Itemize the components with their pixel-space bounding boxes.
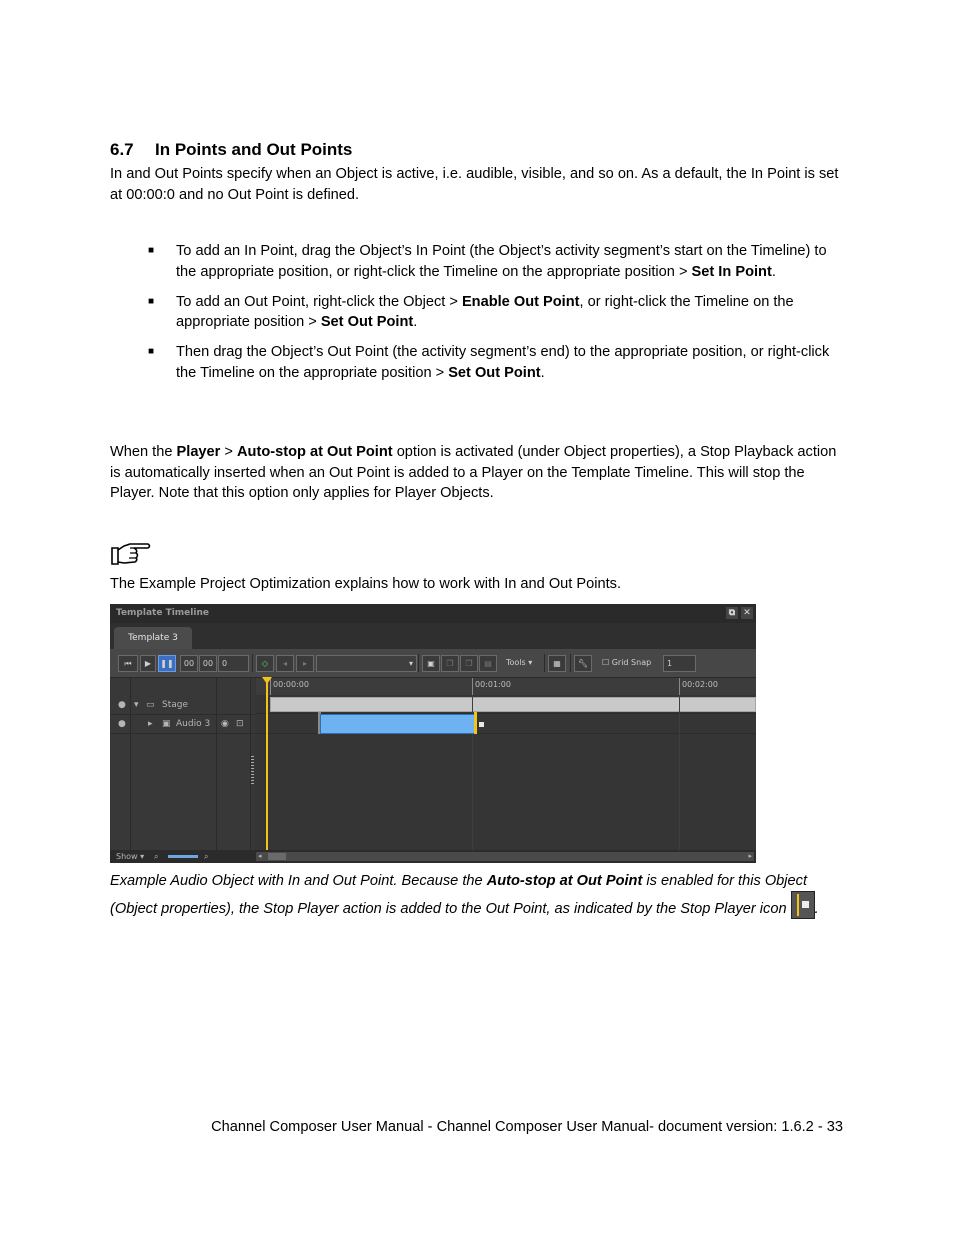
keyframe-dropdown[interactable]: ▾ <box>316 655 417 672</box>
time-field-2[interactable]: 00 <box>199 655 217 672</box>
audio-segment[interactable] <box>320 714 476 734</box>
monitor-icon: ▭ <box>146 700 155 710</box>
rewind-icon[interactable]: ⏮ <box>118 655 138 672</box>
bullet-mark: ■ <box>148 245 155 256</box>
figure-caption: Example Audio Object with In and Out Point. Because the Auto-stop at Out Point is enabled for this Object (Object properties), the Stop Player action is added to the Out Point, as indicated by the Stop Player icon . <box>110 873 819 917</box>
playhead[interactable] <box>266 678 268 850</box>
pointing-hand-icon <box>110 540 152 568</box>
ruler-tick: 00:00:00 <box>270 678 309 695</box>
grid-snap-value[interactable]: 1 <box>663 655 696 672</box>
close-icon[interactable]: ✕ <box>741 607 753 619</box>
layer-label: Audio 3 <box>176 719 211 729</box>
menu-command: Set In Point <box>691 263 772 280</box>
scroll-right-icon[interactable]: ▸ <box>748 852 752 860</box>
layer-row-audio[interactable] <box>110 715 255 734</box>
bullet-mark: ■ <box>148 295 155 307</box>
film-icon[interactable]: ▦ <box>548 655 566 672</box>
collapse-arrow-icon[interactable]: ▸ <box>148 719 153 729</box>
next-keyframe-icon[interactable]: ▸ <box>296 655 314 672</box>
paste-icon[interactable]: ❐ <box>460 655 478 672</box>
layer-list <box>110 678 255 850</box>
panel-title: Template Timeline <box>116 608 209 618</box>
add-keyframe-icon[interactable]: ◇ <box>256 655 274 672</box>
timeline-footer <box>110 850 756 863</box>
time-field-3[interactable]: 0 <box>218 655 249 672</box>
audio-file-icon: ▣ <box>162 719 171 729</box>
section-title: In Points and Out Points <box>155 140 353 159</box>
zoom-out-icon[interactable]: ⌕ <box>154 852 159 861</box>
layer-row-stage[interactable] <box>110 696 255 715</box>
list-item: ■ To add an In Point, drag the Object’s In Point (the Object’s activity segment’s start on the Timeline) to the appropriate position, or right-click the Timeline on the appropriate position > Set In Point. <box>148 243 827 280</box>
bullet-mark: ■ <box>148 346 155 357</box>
layer-label: Stage <box>162 700 189 710</box>
splitter-handle[interactable] <box>251 756 254 786</box>
tab-template-3[interactable]: Template 3 <box>114 627 192 649</box>
autostop-paragraph: When the Player > Auto-stop at Out Point option is activated (under Object properties), a Stop Playback action is automatically inserted when an Out Point is added to a Player on the Template Timeline. This will stop the Player. Note that this option only applies for Player Objects. <box>110 444 837 501</box>
stop-player-icon <box>791 891 815 919</box>
zoom-slider[interactable] <box>168 855 198 858</box>
out-point-handle[interactable] <box>474 712 477 734</box>
stop-player-icon <box>479 722 484 727</box>
bullet-list <box>148 241 848 393</box>
pause-icon[interactable]: ❚❚ <box>158 655 176 672</box>
eye-icon[interactable]: ◉ <box>221 719 229 729</box>
timeline-toolbar <box>110 649 756 678</box>
time-field-1[interactable]: 00 <box>180 655 198 672</box>
intro-paragraph: In and Out Points specify when an Object is active, i.e. audible, visible, and so on. As a default, the In Point is set at 00:00:0 and no Out Point is defined. <box>110 166 839 203</box>
align-icon[interactable]: ▣ <box>422 655 440 672</box>
scroll-thumb[interactable] <box>268 853 286 860</box>
zoom-in-icon[interactable]: ⌕ <box>204 852 209 861</box>
section-heading <box>110 140 352 160</box>
list-item: ■ To add an Out Point, right-click the Object > Enable Out Point, or right-click the Timeline on the appropriate position > Set Out Point. <box>148 293 794 330</box>
visibility-dot-icon[interactable]: ● <box>118 700 126 710</box>
show-menu[interactable]: Show ▾ <box>116 852 145 861</box>
prev-keyframe-icon[interactable]: ◂ <box>276 655 294 672</box>
grid-snap-toggle[interactable]: ☐ Grid Snap <box>602 658 652 667</box>
ruler-tick: 00:01:00 <box>472 678 511 695</box>
page-footer: Channel Composer User Manual - Channel Composer User Manual- document version: 1.6.2 - 33 <box>211 1119 843 1135</box>
panel-titlebar <box>110 604 756 623</box>
wrench-icon[interactable]: 🔧︎ <box>574 655 592 672</box>
ruler-tick: 00:02:00 <box>679 678 718 695</box>
tools-menu[interactable]: Tools ▾ <box>506 658 533 667</box>
restore-icon[interactable]: ⧉ <box>726 607 738 619</box>
tab-strip <box>110 623 756 649</box>
copy-icon[interactable]: ❐ <box>441 655 459 672</box>
timeline-screenshot <box>110 604 756 863</box>
note-text: The Example Project Optimization explains how to work with In and Out Points. <box>110 576 622 592</box>
horizontal-scrollbar[interactable] <box>256 852 754 861</box>
menu-command: Enable Out Point <box>461 293 580 310</box>
playhead-marker-icon[interactable] <box>262 677 272 684</box>
expand-arrow-icon[interactable]: ▾ <box>134 700 139 710</box>
scroll-left-icon[interactable]: ◂ <box>258 852 262 860</box>
visibility-dot-icon[interactable]: ● <box>118 719 126 729</box>
play-icon[interactable]: ▶ <box>140 655 156 672</box>
menu-command: Set Out Point <box>320 314 414 330</box>
lock-icon[interactable]: ⊡ <box>236 719 244 729</box>
menu-command: Set Out Point <box>448 364 541 381</box>
timeline-lanes[interactable] <box>256 695 756 850</box>
time-ruler[interactable] <box>256 678 756 696</box>
list-item: ■ Then drag the Object’s Out Point (the activity segment’s end) to the appropriate position, or right-click the Timeline on the appropriate position > Set Out Point. <box>148 344 830 381</box>
delete-icon[interactable]: ▤ <box>479 655 497 672</box>
stage-segment[interactable] <box>270 697 756 712</box>
section-number: 6.7 <box>110 140 134 159</box>
